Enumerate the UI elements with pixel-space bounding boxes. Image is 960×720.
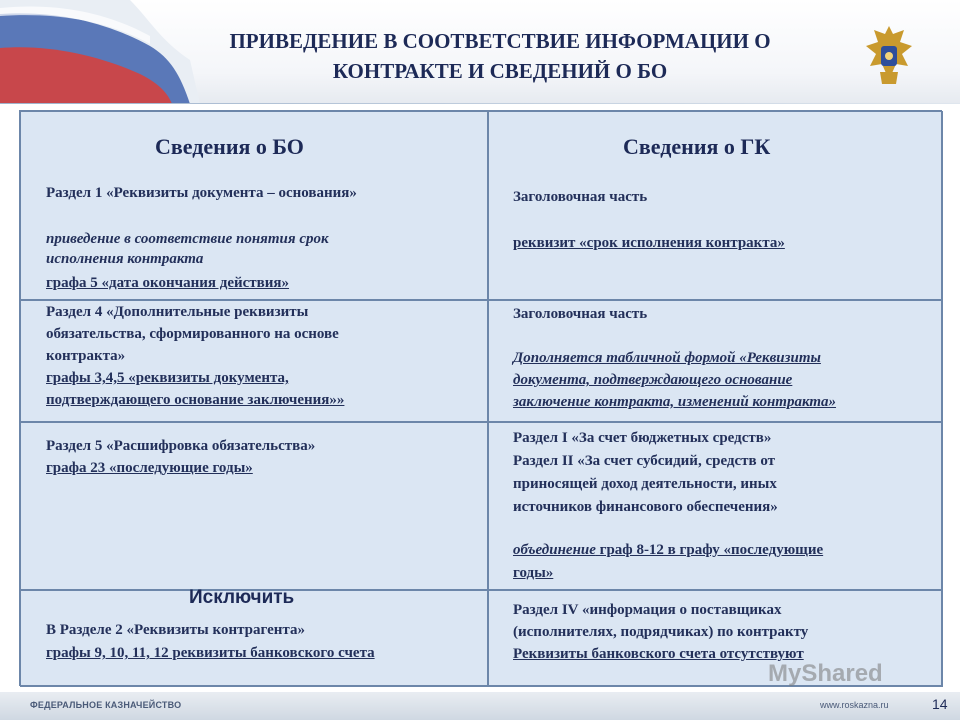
cell-text: В Разделе 2 «Реквизиты контрагента» [46, 622, 305, 638]
cell-link[interactable] [513, 539, 823, 561]
cell-link[interactable]: годы» [513, 565, 554, 581]
table-cell [20, 111, 488, 300]
title-line-1: ПРИВЕДЕНИЕ В СООТВЕТСТВИЕ ИНФОРМАЦИИ О [229, 29, 771, 53]
page-title [170, 26, 830, 86]
exclude-heading: Исключить [189, 587, 295, 608]
cell-link[interactable]: реквизит «срок исполнения контракта» [513, 235, 785, 251]
cell-text: Раздел 4 «Дополнительные реквизиты [46, 304, 309, 320]
cell-link[interactable]: подтверждающего основание заключения»» [46, 392, 345, 408]
cell-link[interactable]: графы 9, 10, 11, 12 реквизиты банковского счета [46, 645, 375, 661]
slide-header [0, 0, 960, 104]
header-divider [0, 103, 960, 104]
comparison-table [19, 110, 942, 686]
cell-link-rest: граф 8-12 в графу «последующие [595, 542, 824, 558]
cell-text: Заголовочная часть [513, 189, 648, 205]
cell-link[interactable]: графа 5 «дата окончания действия» [46, 275, 290, 291]
left-column-heading: Сведения о БО [155, 134, 304, 159]
slide-footer [0, 692, 960, 720]
cell-link[interactable]: Дополняется табличной формой «Реквизиты [513, 350, 821, 366]
cell-link[interactable]: графа 23 «последующие годы» [46, 460, 253, 476]
cell-text: Раздел II «За счет субсидий, средств от [513, 453, 776, 469]
cell-text: источников финансового обеспечения» [513, 499, 778, 515]
cell-text: приносящей доход деятельности, иных [513, 476, 777, 492]
cell-text: Заголовочная часть [513, 306, 648, 322]
cell-text: обязательства, сформированного на основе [46, 326, 339, 342]
cell-text: (исполнителях, подрядчиках) по контракту [513, 624, 809, 640]
cell-link[interactable]: документа, подтверждающего основание [513, 372, 793, 388]
table-cell [20, 587, 488, 687]
cell-link[interactable]: Реквизиты банковского счета отсутствуют [513, 646, 804, 662]
cell-link-italic: объединение [513, 542, 596, 558]
page-number: 14 [932, 696, 948, 712]
table-cell [488, 111, 943, 300]
cell-text: контракта» [46, 348, 126, 364]
cell-text: исполнения контракта [46, 251, 204, 267]
cell-text: Раздел IV «информация о поставщиках [513, 602, 782, 618]
table-cell [20, 300, 488, 422]
cell-text: приведение в соответствие понятия срок [46, 231, 329, 247]
footer-website-link[interactable]: www.roskazna.ru [820, 700, 889, 710]
table-cell [488, 300, 943, 422]
cell-text: Раздел 1 «Реквизиты документа – основания» [46, 185, 357, 201]
watermark: MyShared [768, 660, 883, 687]
cell-text: Раздел I «За счет бюджетных средств» [513, 430, 772, 446]
right-column-heading: Сведения о ГК [623, 134, 771, 159]
cell-text: Раздел 5 «Расшифровка обязательства» [46, 438, 316, 454]
table-cell [488, 422, 943, 590]
table-cell [20, 422, 488, 590]
cell-link[interactable]: заключение контракта, изменений контракта» [513, 394, 837, 410]
title-line-2: КОНТРАКТЕ И СВЕДЕНИЙ О БО [332, 59, 668, 83]
treasury-emblem-icon [860, 22, 918, 90]
footer-org-name: ФЕДЕРАЛЬНОЕ КАЗНАЧЕЙСТВО [30, 700, 182, 710]
cell-link[interactable]: графы 3,4,5 «реквизиты документа, [46, 370, 289, 386]
